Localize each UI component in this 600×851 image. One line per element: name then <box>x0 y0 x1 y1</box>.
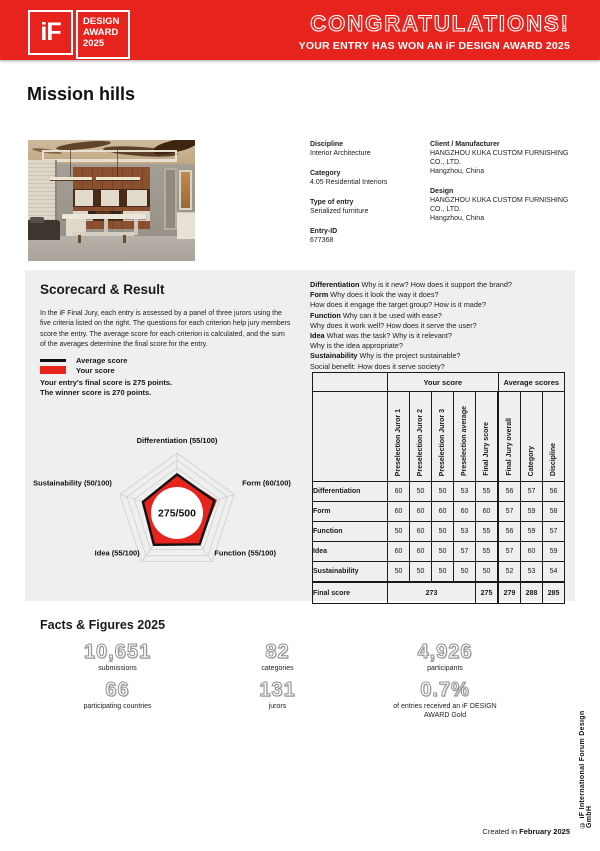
score-cell: 60 <box>410 542 432 562</box>
cabinet-door <box>75 190 93 206</box>
entry-meta-left <box>310 140 422 256</box>
criterion-label-cell: Differentiation <box>313 482 388 502</box>
criterion-label-cell: Function <box>313 522 388 542</box>
congratulations-headline: CONGRATULATIONS! <box>310 11 570 36</box>
criteria-question: Why can it be used with ease? <box>342 310 442 320</box>
logo-line-2: AWARD <box>83 27 119 38</box>
photo-display-niche <box>179 170 192 210</box>
score-cell: 53 <box>454 482 476 502</box>
meta-value: Hangzhou, China <box>430 168 485 175</box>
criteria-question: Social benefit: How does it serve society? <box>310 361 445 371</box>
logo-line-3: 2025 <box>83 38 105 49</box>
fact-item <box>40 680 195 720</box>
criteria-line <box>310 290 570 300</box>
score-cell: 60 <box>388 502 410 522</box>
criteria-line <box>310 331 570 341</box>
score-cell: 59 <box>521 522 543 542</box>
fact-number: 82 <box>265 641 290 663</box>
header-banner <box>0 0 600 60</box>
score-cell: 50 <box>476 562 499 583</box>
scorecard-description: In the iF Final Jury, each entry is assessed by a panel of three jurors using the five criteria listed on the right. The questions for each criterion help jury members score the entry. The average score for each criterion is calculated, and the sum of the averages determine the final score for the entry. <box>40 310 291 348</box>
criteria-line <box>310 362 570 372</box>
score-cell: 59 <box>521 502 543 522</box>
criteria-line <box>310 280 570 290</box>
score-cell: 50 <box>432 562 454 583</box>
score-cell: 58 <box>543 502 565 522</box>
fact-number: 131 <box>259 679 296 701</box>
logo-line-1: DESIGN <box>83 16 120 27</box>
meta-label: Client / Manufacturer <box>430 141 500 148</box>
meta-label: Design <box>430 188 454 195</box>
score-cell: 60 <box>410 522 432 542</box>
table-corner-cell <box>313 392 388 482</box>
if-design-award-logo <box>28 10 130 59</box>
table-row <box>313 562 565 583</box>
copyright-vertical: © iF International Forum Design GmbH <box>579 710 593 828</box>
preselection-combined-cell: 273 <box>388 582 476 604</box>
score-cell: 57 <box>498 502 521 522</box>
score-cell: 57 <box>543 522 565 542</box>
criterion-label-cell: Idea <box>313 542 388 562</box>
criteria-question: Why does it work well? How does it serve the user? <box>310 320 477 330</box>
table-column-header <box>388 392 410 482</box>
fact-number: 0.7% <box>420 679 470 701</box>
final-score-label-cell: Final score <box>313 582 388 604</box>
criteria-term: Function <box>310 310 341 320</box>
criteria-question: Why is it new? How does it support the brand? <box>361 280 512 289</box>
photo-side-cabinet <box>177 212 195 239</box>
fact-label: of entries received an iF DESIGN AWARD Gold <box>393 703 497 719</box>
meta-block <box>310 198 422 216</box>
fact-label: participants <box>427 665 463 672</box>
table-column-header <box>476 392 499 482</box>
final-score-line: Your entry's final score is 275 points. <box>40 378 173 387</box>
scorecard-title: Scorecard & Result <box>40 282 165 297</box>
table-group-header: Your score <box>388 373 499 392</box>
table-column-header-text: Preselection Juror 3 <box>438 408 446 476</box>
table-group-header: Average scores <box>498 373 565 392</box>
pendant-light <box>50 177 92 180</box>
table-column-header-text: Final Jury overall <box>505 418 513 476</box>
chart-legend <box>40 355 127 375</box>
score-cell: 50 <box>388 522 410 542</box>
score-cell: 56 <box>498 522 521 542</box>
radar-center-label: 275/500 <box>158 507 196 520</box>
photo-cushion <box>30 217 44 223</box>
result-summary <box>40 378 172 398</box>
facts-grid <box>40 642 530 720</box>
meta-block <box>310 227 422 245</box>
legend-row-average <box>40 355 127 365</box>
score-cell: 59 <box>543 542 565 562</box>
score-cell: 57 <box>498 542 521 562</box>
table-column-header-text: Preselection Juror 1 <box>394 408 402 476</box>
legend-row-yours <box>40 365 127 375</box>
criteria-line <box>310 341 570 351</box>
fact-number: 10,651 <box>83 641 152 663</box>
score-cell: 56 <box>498 482 521 502</box>
meta-block <box>310 169 422 187</box>
criteria-question: Why is the idea appropriate? <box>310 341 403 351</box>
congratulations-subline: YOUR ENTRY HAS WON AN iF DESIGN AWARD 2025 <box>298 40 570 52</box>
criterion-label-cell: Sustainability <box>313 562 388 583</box>
criteria-line <box>310 300 570 310</box>
criteria-term: Form <box>310 290 329 300</box>
average-score-swatch <box>40 359 66 362</box>
score-cell: 50 <box>410 562 432 583</box>
fact-item <box>360 642 530 673</box>
meta-value: HANGZHOU KUKA CUSTOM FURNISHING CO., LTD. <box>430 150 569 166</box>
radar-axis-label: Sustainability (50/100) <box>33 478 112 488</box>
winner-score-line: The winner score is 270 points. <box>40 388 152 397</box>
radar-axis-label: Idea (55/100) <box>94 548 140 558</box>
score-cell: 53 <box>521 562 543 583</box>
criteria-question: What was the task? Why is it relevant? <box>326 331 452 341</box>
score-cell: 60 <box>410 502 432 522</box>
photo-table-leg <box>134 219 138 235</box>
fact-number: 4,926 <box>417 641 473 663</box>
score-cell: 50 <box>432 542 454 562</box>
score-cell: 55 <box>476 482 499 502</box>
table-column-header <box>454 392 476 482</box>
congratulations-block <box>299 11 570 52</box>
photo-door-frame <box>164 168 177 230</box>
radar-axis-label: Function (55/100) <box>214 548 276 558</box>
table-column-header-text: Category <box>527 445 535 476</box>
meta-value: Interior Architecture <box>310 150 371 157</box>
final-score-cell: 288 <box>521 582 543 604</box>
table-row <box>313 482 565 502</box>
score-cell: 50 <box>410 482 432 502</box>
meta-block <box>430 140 576 176</box>
scorecard-panel <box>25 270 575 601</box>
legend-label-yours: Your score <box>76 365 115 375</box>
score-cell: 57 <box>521 482 543 502</box>
table-group-row <box>313 373 565 392</box>
table-column-row <box>313 392 565 482</box>
score-cell: 50 <box>454 562 476 583</box>
radar-axis-label: Form (60/100) <box>242 478 291 488</box>
table-column-header <box>432 392 454 482</box>
table-final-row <box>313 582 565 604</box>
ceiling-recess-frame <box>42 150 177 162</box>
if-logo-text <box>76 10 130 59</box>
radar-chart <box>35 425 325 600</box>
radar-chart-container <box>35 425 325 600</box>
entry-meta-right <box>430 140 576 234</box>
table-column-header <box>498 392 521 482</box>
score-cell: 52 <box>498 562 521 583</box>
criteria-question: How does it engage the target group? How is it made? <box>310 300 487 310</box>
criteria-question: Why is the project sustainable? <box>359 351 461 361</box>
meta-value: HANGZHOU KUKA CUSTOM FURNISHING CO., LTD. <box>430 197 569 213</box>
table-row <box>313 502 565 522</box>
criteria-question: Why does it look the way it does? <box>330 290 439 300</box>
fact-item <box>40 642 195 673</box>
fact-item <box>195 680 360 720</box>
project-photo <box>28 140 195 261</box>
fact-item <box>360 680 530 720</box>
photo-window-seat <box>28 220 60 240</box>
fact-label: categories <box>261 665 294 672</box>
final-score-cell: 279 <box>498 582 521 604</box>
table-corner-cell <box>313 373 388 392</box>
meta-block <box>430 187 576 223</box>
score-cell: 55 <box>476 522 499 542</box>
final-score-cell: 275 <box>476 582 499 604</box>
photo-tabletop-object <box>88 211 96 214</box>
pendant-light <box>96 177 140 180</box>
table-row <box>313 542 565 562</box>
score-cell: 60 <box>521 542 543 562</box>
facts-title: Facts & Figures 2025 <box>40 618 166 632</box>
meta-label: Discipline <box>310 141 344 148</box>
fact-label: participating countries <box>83 703 152 710</box>
created-prefix: Created in <box>482 827 518 836</box>
score-cell: 60 <box>388 482 410 502</box>
table-row <box>313 522 565 542</box>
meta-value: Hangzhou, China <box>430 215 485 222</box>
table-column-header-text: Preselection Juror 2 <box>416 408 424 476</box>
meta-value: 677368 <box>310 237 334 244</box>
pendant-cord <box>117 150 118 177</box>
fact-label: submissions <box>98 665 137 672</box>
criteria-line <box>310 321 570 331</box>
table-column-header-text: Preselection average <box>460 405 468 476</box>
photo-tabletop-object <box>110 211 120 214</box>
score-cell: 53 <box>454 522 476 542</box>
cabinet-door <box>101 190 119 206</box>
created-date <box>482 827 570 836</box>
score-cell: 56 <box>543 482 565 502</box>
score-cell: 50 <box>432 482 454 502</box>
fact-label: jurors <box>268 703 287 710</box>
table-column-header-text: Discipline <box>549 442 557 476</box>
meta-label: Category <box>310 170 341 177</box>
table-column-header-text: Final Jury score <box>482 422 490 476</box>
criteria-line <box>310 311 570 321</box>
your-score-swatch <box>40 366 66 374</box>
created-date-value: February 2025 <box>519 827 570 836</box>
criteria-term: Idea <box>310 331 325 341</box>
criterion-label-cell: Form <box>313 502 388 522</box>
table-column-header <box>543 392 565 482</box>
photo-bench-leg <box>78 235 81 243</box>
meta-label: Entry-ID <box>310 228 338 235</box>
score-cell: 50 <box>388 562 410 583</box>
photo-window-blinds <box>28 160 57 224</box>
score-table <box>312 372 565 604</box>
meta-block <box>310 140 422 158</box>
score-cell: 60 <box>388 542 410 562</box>
score-cell: 50 <box>432 522 454 542</box>
meta-value: 4.05 Residential Interiors <box>310 179 388 186</box>
cabinet-door <box>127 190 147 206</box>
criteria-term: Differentiation <box>310 280 360 289</box>
score-cell: 57 <box>454 542 476 562</box>
radar-axis-label: Differentiation (55/100) <box>136 436 218 445</box>
page-title: Mission hills <box>27 84 136 104</box>
table-column-header <box>521 392 543 482</box>
criteria-term: Sustainability <box>310 351 358 361</box>
score-cell: 60 <box>476 502 499 522</box>
score-cell: 60 <box>454 502 476 522</box>
meta-label: Type of entry <box>310 199 354 206</box>
cabinet-shelf-band <box>73 189 150 207</box>
score-cell: 60 <box>432 502 454 522</box>
if-logo-glyph: iF <box>28 10 73 55</box>
meta-value: Serialized furniture <box>310 208 369 215</box>
fact-number: 66 <box>105 679 130 701</box>
score-cell: 55 <box>476 542 499 562</box>
photo-bench-leg <box>123 235 126 243</box>
score-cell: 54 <box>543 562 565 583</box>
criteria-line <box>310 351 570 361</box>
legend-label-average: Average score <box>76 355 128 365</box>
final-score-cell: 285 <box>543 582 565 604</box>
table-column-header <box>410 392 432 482</box>
fact-item <box>195 642 360 673</box>
criteria-questions <box>310 280 570 372</box>
pendant-cord <box>70 150 71 177</box>
